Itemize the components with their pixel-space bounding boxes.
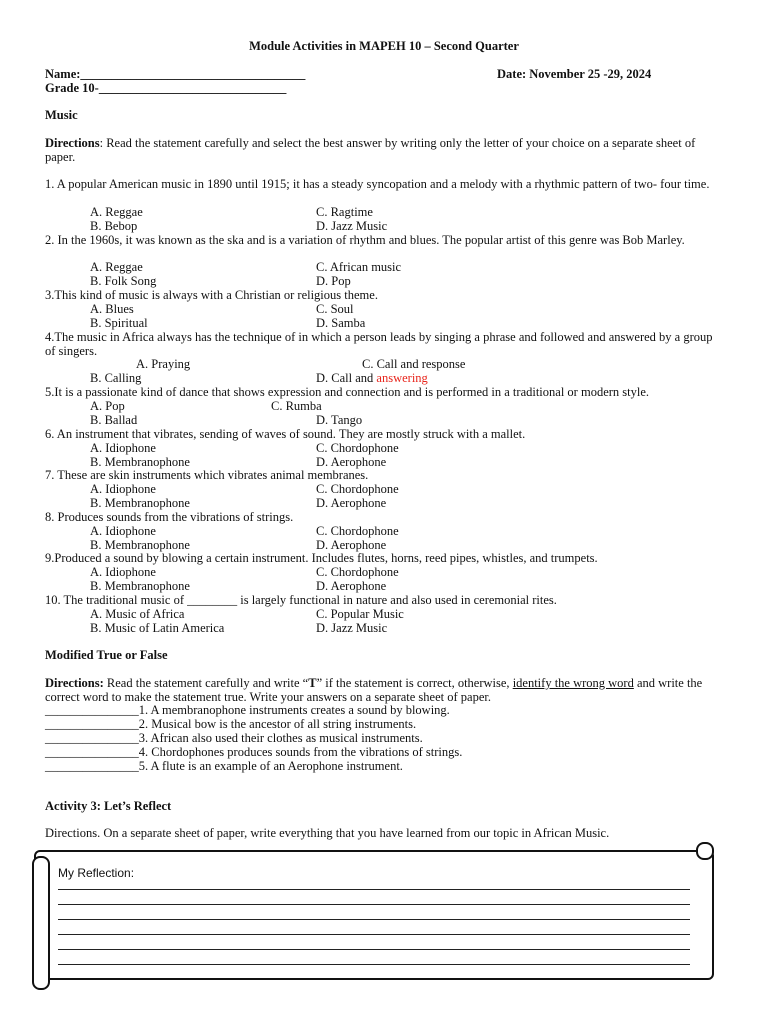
question-1: 1. A popular American music in 1890 until 1915; it has a steady syncopation and a melody with a rhythmic pattern of two- four time. (45, 177, 710, 191)
answer-blank[interactable]: _______________ (45, 731, 139, 745)
question-4: 4.The music in Africa always has the technique of in which a person leads by singing a phrase and followed and answered by a group of singers. (45, 330, 713, 358)
q7-option-a: A. Idiophone (90, 482, 156, 496)
reflect-directions: Directions. On a separate sheet of paper, write everything that you have learned from our topic in African Music. (45, 826, 610, 840)
q8-option-b: B. Membranophone (90, 538, 190, 552)
q6-option-c: C. Chordophone (316, 441, 399, 455)
tf-directions-mid: ” if the statement is correct, otherwise, (316, 676, 513, 690)
q3-option-c: C. Soul (316, 302, 354, 316)
q8-option-a: A. Idiophone (90, 524, 156, 538)
q5-option-c: C. Rumba (271, 399, 322, 413)
q9-option-d: D. Aerophone (316, 579, 387, 593)
reflection-line[interactable] (58, 889, 690, 890)
reflection-line[interactable] (58, 949, 690, 950)
q1-option-a: A. Reggae (90, 205, 143, 219)
q9-option-c: C. Chordophone (316, 565, 399, 579)
question-8: 8. Produces sounds from the vibrations of strings. (45, 510, 294, 524)
reflection-line[interactable] (58, 919, 690, 920)
true-false-heading: Modified True or False (45, 648, 168, 662)
q4-option-a: A. Praying (136, 357, 191, 371)
true-false-directions (45, 676, 725, 704)
q1-option-d: D. Jazz Music (316, 219, 388, 233)
q10-option-b: B. Music of Latin America (90, 621, 225, 635)
q10-option-d: D. Jazz Music (316, 621, 388, 635)
answer-blank[interactable]: _______________ (45, 717, 139, 731)
q4-option-b: B. Calling (90, 371, 142, 385)
q6-option-b: B. Membranophone (90, 455, 190, 469)
music-heading: Music (45, 108, 78, 122)
q2-option-d: D. Pop (316, 274, 351, 288)
question-3: 3.This kind of music is always with a Christian or religious theme. (45, 288, 378, 302)
question-2: 2. In the 1960s, it was known as the ska and is a variation of rhythm and blues. The popular artist of this genre was Bob Marley. (45, 233, 685, 247)
q4-option-d-text: D. Call and (316, 371, 377, 385)
directions-label: Directions (45, 136, 100, 150)
q7-option-c: C. Chordophone (316, 482, 399, 496)
reflection-label: My Reflection: (58, 866, 135, 880)
music-directions (45, 136, 725, 164)
q2-option-a: A. Reggae (90, 260, 143, 274)
q4-option-d (316, 371, 428, 385)
name-blank: ____________________________________ (80, 67, 306, 81)
reflection-line[interactable] (58, 934, 690, 935)
q4-option-d-highlight: answering (376, 371, 428, 385)
reflect-heading: Activity 3: Let’s Reflect (45, 799, 172, 813)
tf-item-text: 3. African also used their clothes as musical instruments. (138, 731, 423, 745)
tf-directions-pre: Read the statement carefully and write “ (103, 676, 309, 690)
tf-directions-underline: identify the wrong word (512, 676, 634, 690)
q4-option-c: C. Call and response (362, 357, 466, 371)
q3-option-d: D. Samba (316, 316, 366, 330)
grade-blank: ______________________________ (98, 81, 287, 95)
grade-label: Grade 10- (45, 81, 99, 95)
reflection-line[interactable] (58, 964, 690, 965)
tf-directions-t: T (308, 676, 317, 690)
tf-item-5 (45, 759, 725, 773)
date-label: Date: November 25 -29, 2024 (497, 67, 652, 81)
tf-item-text: 5. A flute is an example of an Aerophone instrument. (138, 759, 403, 773)
scroll-curl-left (32, 856, 50, 990)
q9-option-b: B. Membranophone (90, 579, 190, 593)
tf-item-text: 4. Chordophones produces sounds from the vibrations of strings. (138, 745, 463, 759)
tf-item-4 (45, 745, 725, 759)
q1-option-c: C. Ragtime (316, 205, 373, 219)
scroll-curl-top-right (696, 842, 714, 860)
q7-option-d: D. Aerophone (316, 496, 387, 510)
q10-option-a: A. Music of Africa (90, 607, 185, 621)
q1-option-b: B. Bebop (90, 219, 138, 233)
q2-option-b: B. Folk Song (90, 274, 157, 288)
q8-option-d: D. Aerophone (316, 538, 387, 552)
answer-blank[interactable]: _______________ (45, 759, 139, 773)
answer-blank[interactable]: _______________ (45, 703, 139, 717)
q2-option-c: C. African music (316, 260, 402, 274)
tf-item-text: 1. A membranophone instruments creates a sound by blowing. (138, 703, 450, 717)
reflection-box (34, 850, 714, 980)
tf-item-1 (45, 703, 725, 717)
tf-directions-post: and write the correct word to make the statement true. Write your answers on a separate sheet of paper. (45, 676, 703, 704)
q9-option-a: A. Idiophone (90, 565, 156, 579)
tf-directions-label: Directions: (45, 676, 104, 690)
name-field (45, 67, 305, 82)
question-5: 5.It is a passionate kind of dance that shows expression and connection and is performed in a traditional or modern style. (45, 385, 650, 399)
q6-option-d: D. Aerophone (316, 455, 387, 469)
name-label: Name: (45, 67, 81, 81)
q3-option-b: B. Spiritual (90, 316, 148, 330)
q8-option-c: C. Chordophone (316, 524, 399, 538)
reflection-line[interactable] (58, 904, 690, 905)
q7-option-b: B. Membranophone (90, 496, 190, 510)
q6-option-a: A. Idiophone (90, 441, 156, 455)
directions-text: : Read the statement carefully and select the best answer by writing only the letter of your choice on a separate sheet of paper. (45, 136, 696, 164)
grade-field (45, 81, 286, 96)
q5-option-d: D. Tango (316, 413, 363, 427)
q5-option-a: A. Pop (90, 399, 125, 413)
question-6: 6. An instrument that vibrates, sending of waves of sound. They are mostly struck with a mallet. (45, 427, 526, 441)
tf-item-3 (45, 731, 725, 745)
question-10: 10. The traditional music of ________ is largely functional in nature and also used in ceremonial rites. (45, 593, 557, 607)
tf-item-2 (45, 717, 725, 731)
answer-blank[interactable]: _______________ (45, 745, 139, 759)
page-title: Module Activities in MAPEH 10 – Second Quarter (249, 39, 519, 53)
q10-option-c: C. Popular Music (316, 607, 404, 621)
question-9: 9.Produced a sound by blowing a certain instrument. Includes flutes, horns, reed pipes, whistles, and trumpets. (45, 551, 598, 565)
tf-item-text: 2. Musical bow is the ancestor of all string instruments. (138, 717, 417, 731)
q3-option-a: A. Blues (90, 302, 134, 316)
q5-option-b: B. Ballad (90, 413, 138, 427)
question-7: 7. These are skin instruments which vibrates animal membranes. (45, 468, 369, 482)
